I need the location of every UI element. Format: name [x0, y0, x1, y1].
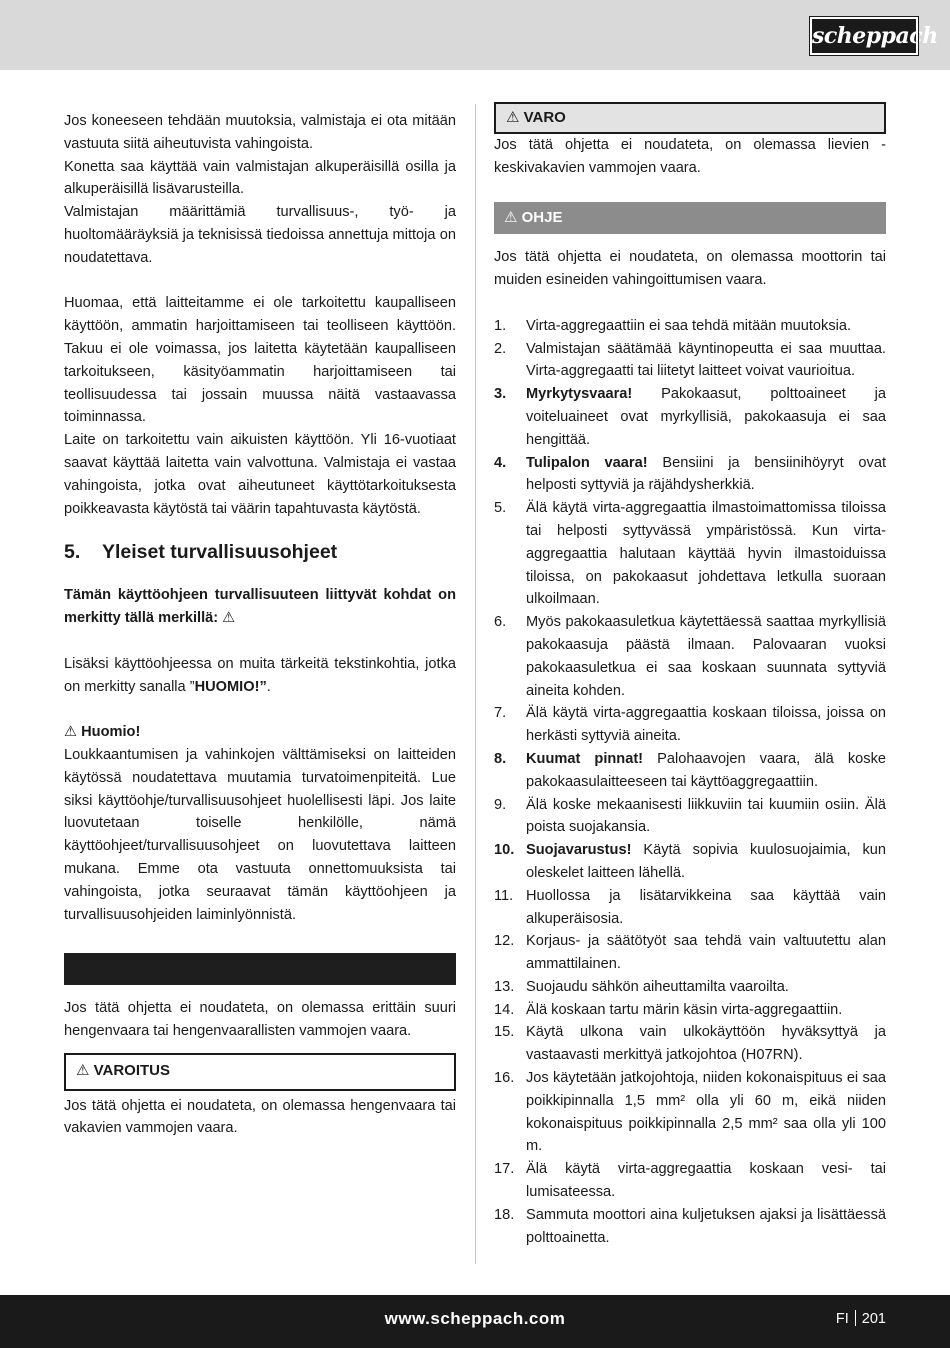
safety-marker-intro: Tämän käyttöohjeen turvallisuuteen liittyvät kohdat on merkitty tällä merkillä: ⚠	[64, 587, 456, 627]
left-column	[64, 110, 456, 1140]
list-item	[494, 976, 886, 999]
list-item-text: Korjaus- ja säätötyöt saa tehdä vain valtuutettu alan ammattilainen.	[526, 933, 886, 973]
list-item	[494, 497, 886, 611]
paragraph-varo: Jos tätä ohjetta ei noudateta, on olemassa lievien - keskivakavien vammojen vaara.	[494, 137, 886, 176]
list-item	[494, 452, 886, 498]
list-item-text: Sammuta moottori aina kuljetuksen ajaksi ja lisättäessä polttoainetta.	[526, 1206, 886, 1246]
list-item-number: 3.	[494, 386, 507, 403]
list-item-text: Älä koske mekaanisesti liikkuviin tai kuumiin osiin. Älä poista suojakansia.	[526, 796, 886, 836]
list-item-number: 6.	[494, 614, 507, 631]
website-url: www.scheppach.com	[384, 1309, 566, 1328]
list-item-number: 17.	[494, 1161, 515, 1178]
column-divider	[475, 104, 476, 1264]
ohje-label-box: ⚠ OHJE	[494, 202, 886, 234]
varo-label-box: ⚠ VARO	[494, 102, 886, 134]
list-item-number: 10.	[494, 842, 515, 859]
safety-rules-list	[494, 315, 886, 1250]
header-bar	[0, 0, 950, 70]
list-item-number: 7.	[494, 705, 507, 722]
language-code: FI	[835, 1311, 849, 1327]
list-item-text: Älä käytä virta-aggregaattia koskaan tiloissa, joissa on herkästi syttyviä aineita.	[526, 705, 886, 745]
paragraph-injury-avoidance: Loukkaantumisen ja vahinkojen välttämiseksi on laitteiden käytössä noudatettava muutamia turvatoimenpiteitä. Lue siksi käyttöohje/turvallisuusohjeet huolellisesti läpi. Jos laite luovutetaan toiselle henkilölle, nämä käyttöohjeet/turvallisuusohjeet on luovutettava laitteen mukana. Emme ota vastuuta onnettomuuksista tai vahingoista, jotka seuraavat tämän käyttöohjeen ja turvallisuusohjeiden laiminlyönnistä.	[64, 746, 456, 923]
page-number	[836, 1310, 886, 1327]
danger-label-box	[64, 953, 456, 985]
list-item	[494, 1158, 886, 1204]
paragraph-commercial-use: Huomaa, että laitteitamme ei ole tarkoitettu kaupalliseen käyttöön, ammatin harjoittamiseen tai teolliseen käyttöön. Takuu ei ole voimassa, jos laitetta käytetään kaupalliseen tarkoitukseen, käsityöammatin harjoittamiseen tai teollisuudessa tai jossain muussa näitä vastaavassa toiminnassa.	[64, 295, 456, 426]
list-item-number: 11.	[494, 887, 514, 904]
footer-bar	[0, 1295, 950, 1348]
list-item-text: Älä koskaan tartu märin käsin virta-aggregaattiin.	[526, 1001, 843, 1018]
list-item-text: Myrkytysvaara! Pakokaasut, polttoaineet ja voiteluaineet ovat myrkyllisiä, pakokaasuja ei saa hengittää.	[526, 386, 886, 448]
list-item-text: Tulipalon vaara! Bensiini ja bensiinihöyryt ovat helposti syttyviä ja räjähdysherkkiä.	[526, 454, 886, 494]
paragraph-adults-only: Laite on tarkoitettu vain aikuisten käyttöön. Yli 16-vuotiaat saavat käyttää laitetta vain valvottuna. Valmistaja ei vastaa vahingoista, jotka ovat aiheutuneet käyttötarkoituksesta poikkeavasta käytöstä tai väärin tapahtuvasta käytöstä.	[64, 432, 456, 517]
list-item-text: Myös pakokaasuletkua käytettäessä saattaa myrkyllisiä pakokaasuja päästä ilmaan. Palovaaran vuoksi pakokaasuletkua ei saa koskaan suunnata syttyviä aineita kohden.	[526, 614, 886, 699]
list-item-number: 14.	[494, 1001, 515, 1018]
right-column	[494, 110, 886, 1249]
list-item	[494, 1021, 886, 1067]
list-item-number: 8.	[494, 750, 507, 767]
list-item-text: Käytä ulkona vain ulkokäyttöön hyväksyttyä ja vastaavasti merkittyä jatkojohtoa (H07RN).	[526, 1024, 886, 1064]
section-number: 5.	[64, 541, 81, 564]
huomio-heading: ⚠ Huomio!	[64, 724, 141, 741]
varoitus-label-box: ⚠ VAROITUS	[64, 1053, 456, 1091]
page-value: 201	[861, 1311, 886, 1327]
list-item-number: 9.	[494, 796, 507, 813]
list-item	[494, 611, 886, 702]
paragraph-ohje: Jos tätä ohjetta ei noudateta, on olemassa moottorin tai muiden esineiden vahingoittumisen vaara.	[494, 249, 886, 289]
list-item	[494, 338, 886, 384]
paragraph-huomio-note: Lisäksi käyttöohjeessa on muita tärkeitä tekstinkohtia, jotka on merkitty sanalla ”HUOMIO!”.	[64, 655, 456, 695]
list-item-text: Älä käytä virta-aggregaattia ilmastoimattomissa tiloissa tai helposti syttyvässä ympäristössä. Kun virta-aggregaattia halutaan käyttää hyvin ilmastoiduissa tiloissa, on pakokaasut johdettava letkulla suoraan ulkoilmaan.	[526, 500, 886, 608]
paragraph-danger: Jos tätä ohjetta ei noudateta, on olemassa erittäin suuri hengenvaara tai hengenvaarallisten vammojen vaara.	[64, 1000, 456, 1039]
list-item-number: 18.	[494, 1206, 515, 1223]
list-item	[494, 930, 886, 976]
list-item-number: 13.	[494, 978, 515, 995]
list-item-number: 1.	[494, 317, 507, 334]
paragraph-regulations: Valmistajan määrittämiä turvallisuus-, työ- ja huoltomääräyksiä ja teknisissä tiedoissa annettuja mittoja on noudatettava.	[64, 204, 456, 266]
list-item-text: Kuumat pinnat! Palohaavojen vaara, älä koske pakokaasulaitteeseen tai käyttöaggregaattiin.	[526, 750, 886, 790]
list-item-text: Suojaudu sähkön aiheuttamilta vaaroilta.	[526, 978, 789, 995]
section-title: Yleiset turvallisuusohjeet	[102, 541, 338, 564]
list-item-number: 5.	[494, 500, 507, 517]
list-item-number: 16.	[494, 1070, 515, 1087]
section-heading	[64, 540, 456, 564]
list-item	[494, 794, 886, 840]
list-item	[494, 702, 886, 748]
list-item	[494, 748, 886, 794]
list-item-number: 12.	[494, 933, 515, 950]
list-item	[494, 885, 886, 931]
list-item-number: 15.	[494, 1024, 515, 1041]
list-item-text: Virta-aggregaattiin ei saa tehdä mitään muutoksia.	[526, 317, 852, 334]
list-item	[494, 839, 886, 885]
list-item	[494, 315, 886, 338]
list-item-text: Suojavarustus! Käytä sopivia kuulosuojaimia, kun oleskelet laitteen lähellä.	[526, 842, 886, 881]
paragraph-modifications: Jos koneeseen tehdään muutoksia, valmistaja ei ota mitään vastuuta siitä aiheutuvista vahingoista.	[64, 113, 456, 152]
paragraph-original-parts: Konetta saa käyttää vain valmistajan alkuperäisillä osilla ja alkuperäisillä lisävarusteilla.	[64, 158, 456, 198]
list-item-text: Huollossa ja lisätarvikkeina saa käyttää vain alkuperäisosia.	[526, 887, 886, 927]
list-item	[494, 999, 886, 1022]
list-item-number: 2.	[494, 340, 507, 357]
list-item-text: Valmistajan säätämää käyntinopeutta ei saa muuttaa. Virta-aggregaatti tai liitetyt laitteet voivat vaurioitua.	[526, 340, 886, 380]
list-item	[494, 383, 886, 451]
list-item-text: Jos käytetään jatkojohtoja, niiden kokonaispituus ei saa poikkipinnalla 1,5 mm² olla yli 60 m, eikä niiden kokonaispituus poikkipinnalla 2,5 mm² saa olla yli 100 m.	[526, 1070, 886, 1155]
list-item	[494, 1204, 886, 1250]
paragraph-varoitus: Jos tätä ohjetta ei noudateta, on olemassa hengenvaara tai vakavien vammojen vaara.	[64, 1097, 456, 1137]
list-item	[494, 1067, 886, 1158]
list-item-text: Älä käytä virta-aggregaattia koskaan vesi- tai lumisateessa.	[526, 1161, 886, 1201]
list-item-number: 4.	[494, 454, 507, 471]
brand-logo: scheppach	[810, 17, 918, 55]
